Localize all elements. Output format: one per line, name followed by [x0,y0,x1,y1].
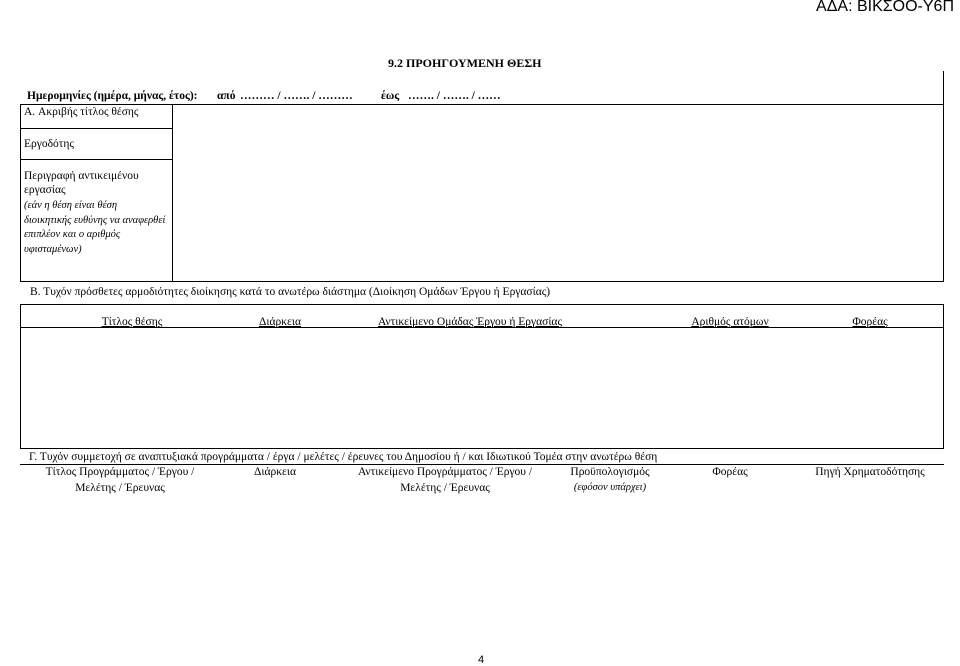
job-description-note: (εάν η θέση είναι θέση διοικητικής ευθύνης να αναφερθεί επιπλέον και ο αριθμός υφισταμένων) [24,200,166,255]
col-program-subject-line2: Μελέτης / Έρευνας [400,482,490,494]
part-c-header-border [20,464,944,465]
col-program-subject-line1: Αντικείμενο Προγράμματος / Έργου / [357,466,533,478]
part-a-bottom-border [20,281,944,282]
col-program-organization: Φορέας [712,466,748,478]
part-a-row-divider-2 [20,159,172,160]
from-label: από [217,90,236,102]
part-b-bottom-border [20,448,944,449]
employer-label: Εργοδότης [24,138,74,150]
employer-field[interactable] [173,129,943,159]
col-duration: Διάρκεια [259,316,301,328]
col-team-subject: Αντικείμενο Ομάδας Έργου ή Εργασίας [377,316,563,328]
exact-title-label: A. Ακριβής τίτλος θέσης [24,106,139,118]
col-program-title-line1: Τίτλος Προγράμματος / Έργου / [45,466,195,478]
col-budget: Προϋπολογισμός [570,466,650,478]
col-budget-note: (εφόσον υπάρχει) [573,482,647,493]
to-label: έως [381,90,400,102]
part-a-row-divider-1 [20,128,172,129]
page-number: 4 [478,654,485,666]
col-program-title-line2: Μελέτης / Έρευνας [75,482,165,494]
from-date-field[interactable]: ……… / ……. / ……… [240,90,353,102]
dates-label: Ημερομηνίες (ημέρα, μήνας, έτος): [27,90,198,102]
part-b-title: Β. Τυχόν πρόσθετες αρμοδιότητες διοίκησης κατά το ανωτέρω διάστημα (Διοίκηση Ομάδων Έργου ή Εργασίας) [30,286,551,298]
section-title: 9.2 ΠΡΟΗΓΟΥΜΕΝΗ ΘΕΣΗ [388,56,542,70]
col-organization: Φορέας [852,316,888,328]
ada-code: ΑΔΑ: ΒΙΚΣΟΟ-Υ6Π [816,0,954,15]
col-funding-source: Πηγή Χρηματοδότησης [815,466,925,478]
part-a-right-border [943,71,944,282]
part-b-entries-field[interactable] [21,328,943,448]
job-description-field[interactable] [173,160,943,281]
part-c-title: Γ. Τυχόν συμμετοχή σε αναπτυξιακά προγράμματα / έργα / μελέτες / έρευνες του Δημοσίου ή / και Ιδιωτικού Τομέα στην ανωτέρω θέση [29,451,658,463]
job-description-label: Περιγραφή αντικειμένου εργασίας [24,170,139,196]
to-date-field[interactable]: ……. / ……. / …… [408,90,501,102]
part-a-left-border [20,104,21,282]
col-people-count: Αριθμός ατόμων [691,316,769,328]
part-b-top-border [20,304,944,305]
part-c-entries-field[interactable] [21,498,943,638]
part-b-right-border [943,304,944,449]
col-job-title: Τίτλος θέσης [101,316,163,328]
exact-title-field[interactable] [173,105,943,128]
col-program-duration: Διάρκεια [254,466,296,478]
